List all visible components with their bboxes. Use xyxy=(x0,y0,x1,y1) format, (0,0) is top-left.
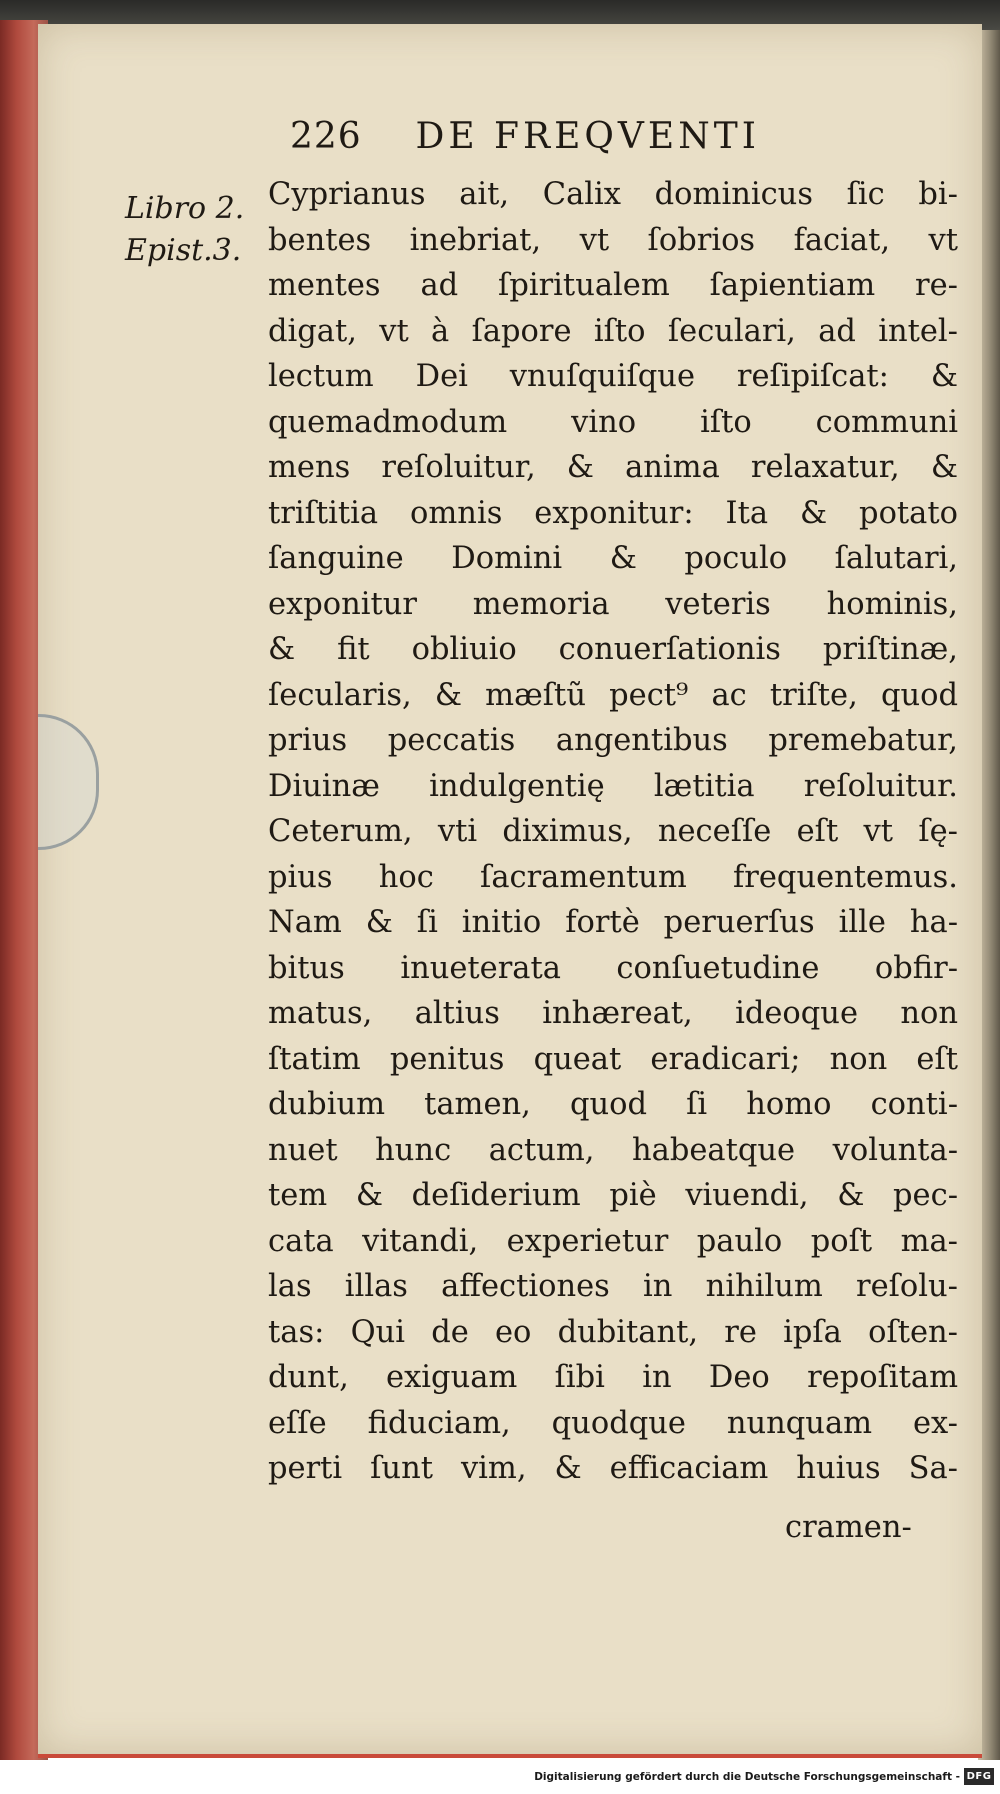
text-line: & fit obliuio conuerſationis priſtinæ, xyxy=(268,632,958,667)
text-line: digat, vt à ſapore iſto ſeculari, ad intel- xyxy=(268,313,958,349)
text-line: pius hoc ſacramentum frequentemus. xyxy=(268,859,958,895)
text-line: perti ſunt vim, & efficaciam huius Sa- xyxy=(268,1451,958,1486)
running-head xyxy=(290,116,850,160)
text-line: bentes inebriat, vt ſobrios faciat, vt xyxy=(268,222,958,258)
page-number: 226 xyxy=(290,116,362,157)
catchword: cramen- xyxy=(785,1510,912,1545)
text-line: Cyprianus ait, Calix dominicus ſic bi- xyxy=(268,177,958,212)
text-line: nuet hunc actum, habeatque volunta- xyxy=(268,1132,958,1168)
text-line: tas: Qui de eo dubitant, re ipſa oſten- xyxy=(268,1314,958,1350)
text-line: mentes ad ſpiritualem ſapientiam re- xyxy=(268,268,958,303)
text-line: mens reſoluitur, & anima relaxatur, & xyxy=(268,450,958,485)
digitization-credit: Digitalisierung gefördert durch die Deutsche Forschungsgemeinschaft - xyxy=(534,1771,960,1783)
text-line: tem & deſiderium piè viuendi, & pec- xyxy=(268,1178,958,1213)
text-line: quemadmodum vino iſto communi xyxy=(268,404,958,440)
running-title: DE FREQVENTI xyxy=(415,116,760,157)
text-line: Ceterum, vti diximus, neceſſe eſt vt ſę- xyxy=(268,814,958,849)
text-line: cata vitandi, experietur paulo poſt ma- xyxy=(268,1223,958,1259)
text-line: ſtatim penitus queat eradicari; non eſt xyxy=(268,1041,958,1077)
text-line: lectum Dei vnuſquiſque reſipiſcat: & xyxy=(268,359,958,394)
text-line: matus, altius inhæreat, ideoque non xyxy=(268,996,958,1031)
body-text xyxy=(268,172,958,1492)
text-line: dunt, exiguam ſibi in Deo repoſitam xyxy=(268,1360,958,1395)
text-line: las illas affectiones in nihilum reſolu- xyxy=(268,1269,958,1304)
text-line: ſecularis, & mæſtũ pect⁹ ac triſte, quod xyxy=(268,677,958,713)
marginal-note-line: Epist.3. xyxy=(125,233,242,268)
text-line: exponitur memoria veteris hominis, xyxy=(268,586,958,622)
text-line: eſſe fiduciam, quodque nunquam ex- xyxy=(268,1405,958,1441)
text-line: triſtitia omnis exponitur: Ita & potato xyxy=(268,495,958,531)
text-line: ſanguine Domini & poculo ſalutari, xyxy=(268,541,958,576)
text-line: Nam & ſi initio fortè peruerſus ille ha- xyxy=(268,905,958,940)
page-clip xyxy=(38,714,99,850)
marginal-note-line: Libro 2. xyxy=(125,191,245,226)
text-line: dubium tamen, quod ſi homo conti- xyxy=(268,1087,958,1122)
text-line: bitus inueterata conſuetudine obfir- xyxy=(268,950,958,986)
text-line: prius peccatis angentibus premebatur, xyxy=(268,723,958,758)
marginal-note xyxy=(125,188,255,272)
dfg-logo: DFG xyxy=(964,1768,994,1785)
text-line: Diuinæ indulgentię lætitia reſoluitur. xyxy=(268,768,958,804)
